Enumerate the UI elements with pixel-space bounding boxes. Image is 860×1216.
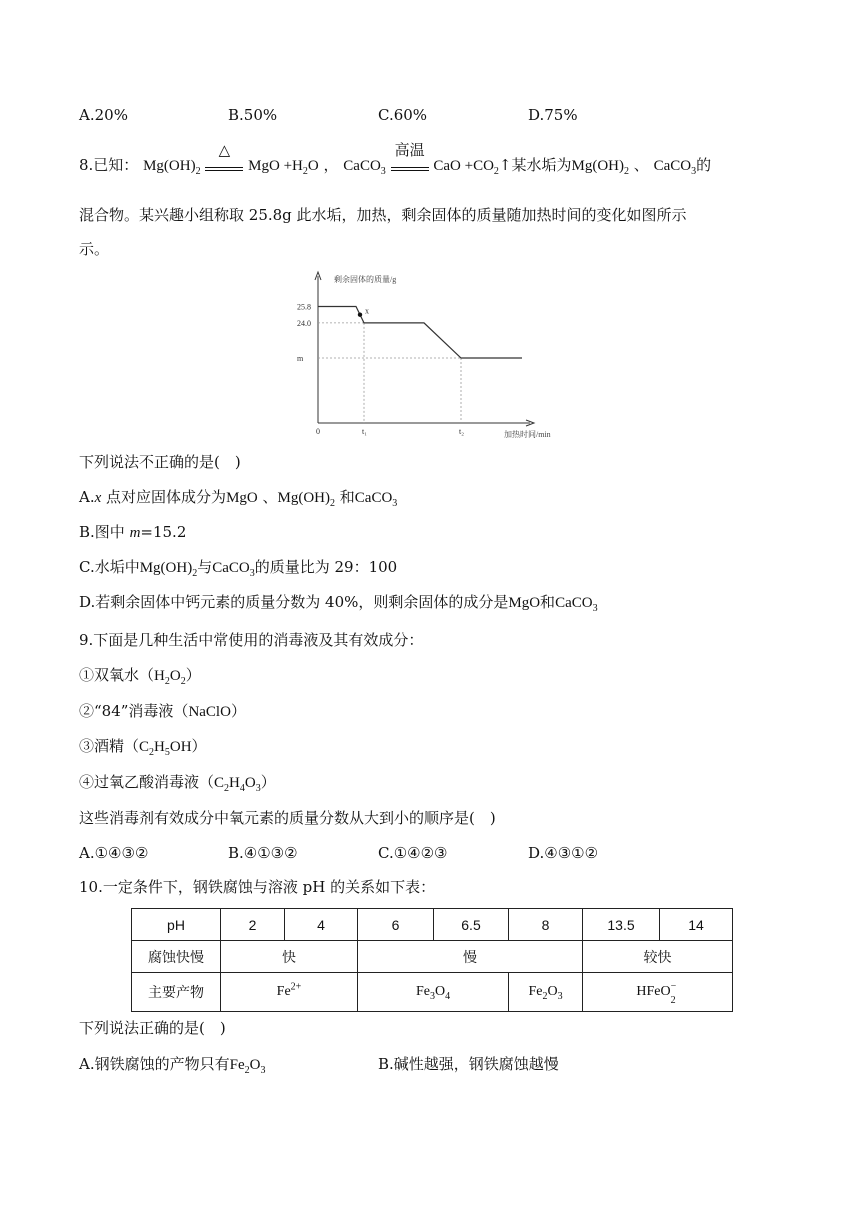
q8-tail: 某水垢为 (511, 156, 572, 174)
x-tick-label: 0 (316, 427, 320, 436)
table-row-ph (132, 909, 733, 941)
q9-question: 这些消毒剂有效成分中氧元素的质量分数从大到小的顺序是( ) (79, 809, 496, 827)
q10-option-a: A.钢铁腐蚀的产物只有$Fe_2O_3$ (79, 1055, 266, 1076)
x-tick-label: t₁ (362, 427, 368, 436)
q7-option-a: A.20% (79, 106, 128, 124)
table-cell: 6.5 (434, 909, 509, 941)
q8-question: 下列说法不正确的是( ) (79, 453, 241, 471)
q9-option-b: B.④①③② (228, 844, 298, 862)
q8-comma: 、 (633, 156, 649, 174)
q8-prefix: 8.已知： (79, 156, 139, 174)
q9-option-c: C.①④②③ (378, 844, 448, 862)
q10-title: 10.一定条件下，钢铁腐蚀与溶液 pH 的关系如下表： (79, 878, 436, 896)
q7-option-b: B.50% (228, 106, 278, 124)
q7-option-d: D.75% (528, 106, 578, 124)
table-cell: 慢 (358, 941, 583, 973)
y-tick-label: m (297, 354, 304, 363)
q9-title: 9.下面是几种生活中常使用的消毒液及其有效成分： (79, 631, 424, 649)
q9-option-d: D.④③①② (528, 844, 599, 862)
table-row-product (132, 973, 733, 1012)
q8-option-c: C.水垢中$Mg(OH)_2$与CaCO$_3$的质量比为 29：100 (79, 558, 398, 579)
eq1-products: MgO $+H_2O$ (248, 158, 319, 177)
mass-time-chart (290, 268, 551, 440)
q8-stem-line1 (79, 141, 712, 177)
q8-de: 的 (696, 156, 712, 174)
q8-stem-line3: 示。 (79, 240, 110, 258)
table-cell: pH (132, 909, 221, 941)
q9-option-a: A.①④③② (79, 844, 149, 862)
table-cell: 腐蚀快慢 (132, 941, 221, 973)
eq2-reactant: CaCO$_3$ (343, 158, 386, 177)
x-axis-label: 加热时间/min (504, 430, 551, 439)
q9-item-2: ②“84”消毒液（NaClO） (79, 702, 246, 720)
table-cell: 8 (509, 909, 583, 941)
q10-question: 下列说法正确的是( ) (79, 1019, 226, 1037)
q8-option-d: D.若剩余固体中钙元素的质量分数为 40%，则剩余固体的成分是MgO和CaCO$_3$ (79, 593, 598, 614)
y-tick-label: 24.0 (297, 318, 311, 328)
q8-separator: ， (323, 156, 339, 174)
x-tick-label: t₂ (459, 427, 465, 436)
q8-caco3: CaCO$_3$ (653, 158, 697, 177)
q8-mgoh2: $Mg(OH)_2$ (571, 158, 629, 177)
q9-item-1: ①双氧水$(H_2O_2)$ (79, 666, 201, 687)
table-cell-fe2plus: $Fe^{2+}$ (221, 973, 358, 1012)
table-cell-fe3o4: $Fe_3O_4$ (358, 973, 509, 1012)
table-cell: 6 (358, 909, 434, 941)
q8-option-a: A.x 点对应固体成分为MgO 、$Mg(OH)_2$ 和CaCO$_3$ (79, 488, 398, 509)
point-x-marker (358, 313, 362, 317)
q9-item-3: ③酒精$(C_2H_5OH)$ (79, 737, 207, 758)
q10-option-b: B.碱性越强，钢铁腐蚀越慢 (378, 1055, 559, 1073)
ph-corrosion-table (131, 908, 733, 1012)
point-x-label: x (365, 306, 369, 316)
q8-stem-line2: 混合物。某兴趣小组称取 25.8g 此水垢，加热，剩余固体的质量随加热时间的变化如图所示 (79, 206, 687, 224)
table-cell: 主要产物 (132, 973, 221, 1012)
eq2-products: CaO $+CO_2$ (433, 158, 499, 177)
eq1-reactant: $Mg(OH)_2$ (143, 158, 201, 177)
y-axis-label: 剩余固体的质量/g (334, 275, 397, 284)
table-cell: 4 (285, 909, 358, 941)
gas-arrow-icon: ↑ (498, 156, 512, 174)
table-cell: 快 (221, 941, 358, 973)
y-tick-label: 25.8 (297, 302, 311, 312)
eq2-condition-sign: 高温 (391, 156, 429, 176)
table-cell-fe2o3: $Fe_2O_3$ (509, 973, 583, 1012)
q7-option-c: C.60% (378, 106, 428, 124)
eq1-condition-sign: △ (205, 156, 243, 176)
q8-option-b: B.图中 m=15.2 (79, 523, 187, 541)
table-cell: 13.5 (583, 909, 660, 941)
table-row-speed (132, 941, 733, 973)
mass-series-line (318, 307, 522, 358)
q9-item-4: ④过氧乙酸消毒液$(C_2H_4O_3)$ (79, 773, 276, 794)
table-cell: 较快 (583, 941, 733, 973)
table-cell: 2 (221, 909, 285, 941)
table-cell-hfeo2: HFeO − 2 (583, 973, 733, 1012)
table-cell: 14 (660, 909, 733, 941)
